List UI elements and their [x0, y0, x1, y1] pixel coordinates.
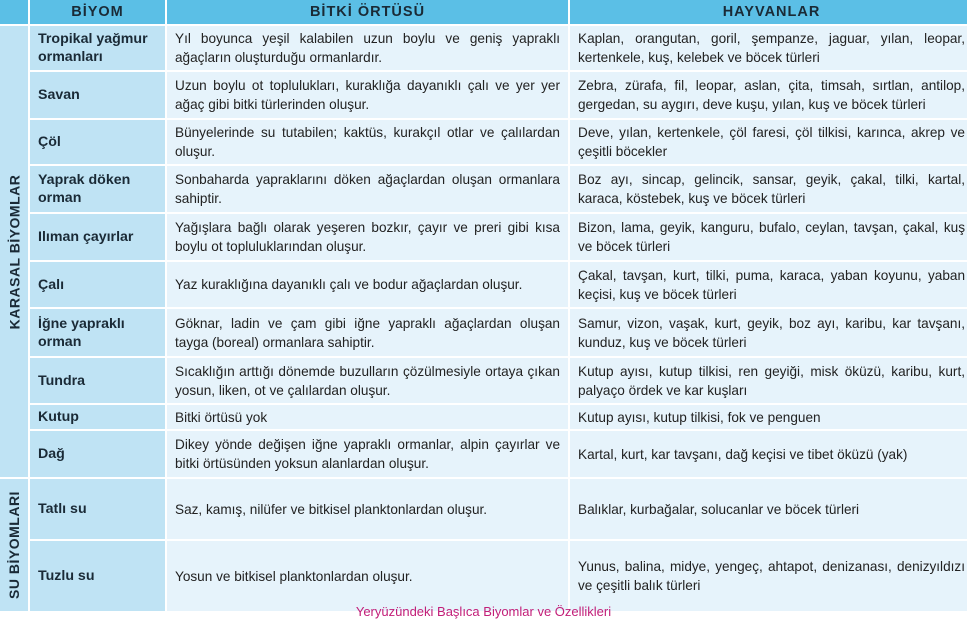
group-land-label: KARASAL BİYOMLAR	[6, 174, 22, 329]
animals-cell: Balıklar, kurbağalar, solucanlar ve böcek türleri	[570, 479, 967, 539]
group-water-label: SU BİYOMLARI	[6, 491, 23, 599]
biome-name: Savan	[30, 72, 165, 118]
plant-cover-cell: Bitki örtüsü yok	[167, 405, 568, 429]
animals-cell: Yunus, balina, midye, yengeç, ahtapot, denizanası, denizyıldızı ve çeşitli balık türleri	[570, 541, 967, 611]
animals-cell: Kutup ayısı, kutup tilkisi, fok ve penguen	[570, 405, 967, 429]
animals-cell: Kutup ayısı, kutup tilkisi, ren geyiği, misk öküzü, karibu, kurt, palyaço ördek ve kar kuşları	[570, 358, 967, 403]
biome-name: Çöl	[30, 120, 165, 164]
plant-cover-cell: Sıcaklığın arttığı dönemde buzulların çözülmesiyle ortaya çıkan yosun, liken, ot ve çalılardan oluşur.	[167, 358, 568, 403]
animals-cell: Deve, yılan, kertenkele, çöl faresi, çöl tilkisi, karınca, akrep ve çeşitli böcekler	[570, 120, 967, 164]
plant-cover-cell: Sonbaharda yapraklarını döken ağaçlardan oluşan ormanlara sahiptir.	[167, 166, 568, 212]
biome-name: Çalı	[30, 262, 165, 307]
animals-cell: Bizon, lama, geyik, kanguru, bufalo, ceylan, tavşan, çakal, kuş ve böcek türleri	[570, 214, 967, 260]
biome-name: Ilıman çayırlar	[30, 214, 165, 260]
plant-cover-cell: Yıl boyunca yeşil kalabilen uzun boylu ve geniş yapraklı ağaçların oluşturduğu ormanlardır.	[167, 26, 568, 70]
header-plants: BİTKİ ÖRTÜSÜ	[167, 0, 568, 24]
plant-cover-cell: Uzun boylu ot toplulukları, kuraklığa dayanıklı çalı ve yer yer ağaç gibi bitki türlerinden oluşur.	[167, 72, 568, 118]
biome-name: İğne yapraklı orman	[30, 309, 165, 356]
plant-cover-cell: Saz, kamış, nilüfer ve bitkisel planktonlardan oluşur.	[167, 479, 568, 539]
biome-name: Tropikal yağmur ormanları	[30, 26, 165, 70]
plant-cover-cell: Yağışlara bağlı olarak yeşeren bozkır, çayır ve preri gibi kısa boylu ot topluluklarından oluşur.	[167, 214, 568, 260]
animals-cell: Boz ayı, sincap, gelincik, sansar, geyik, çakal, tilki, kartal, karaca, köstebek, kuş ve böcek türleri	[570, 166, 967, 212]
animals-cell: Zebra, zürafa, fil, leopar, aslan, çita, timsah, sırtlan, antilop, gergedan, su aygırı, deve kuşu, yılan, kuş ve böcek türleri	[570, 72, 967, 118]
biome-name: Tatlı su	[30, 479, 165, 539]
animals-cell: Çakal, tavşan, kurt, tilki, puma, karaca, yaban koyunu, yaban keçisi, kuş ve böcek türleri	[570, 262, 967, 307]
plant-cover-cell: Göknar, ladin ve çam gibi iğne yapraklı ağaçlardan oluşan tayga (boreal) ormanlara sahiptir.	[167, 309, 568, 356]
header-corner	[0, 0, 28, 24]
group-land	[0, 26, 28, 477]
biome-name: Tundra	[30, 358, 165, 403]
animals-cell: Kaplan, orangutan, goril, şempanze, jaguar, yılan, leopar, kertenkele, kuş, kelebek ve böcek türleri	[570, 26, 967, 70]
biome-name: Kutup	[30, 405, 165, 429]
plant-cover-cell: Dikey yönde değişen iğne yapraklı ormanlar, alpin çayırlar ve bitki örtüsünden yoksun alanlardan oluşur.	[167, 431, 568, 477]
table-caption: Yeryüzündeki Başlıca Biyomlar ve Özellikleri	[355, 604, 612, 619]
header-animals: HAYVANLAR	[570, 0, 967, 24]
group-water	[0, 479, 28, 611]
biome-name: Yaprak döken orman	[30, 166, 165, 212]
animals-cell: Kartal, kurt, kar tavşanı, dağ keçisi ve tibet öküzü (yak)	[570, 431, 967, 477]
biome-name: Tuzlu su	[30, 541, 165, 611]
plant-cover-cell: Yaz kuraklığına dayanıklı çalı ve bodur ağaçlardan oluşur.	[167, 262, 568, 307]
plant-cover-cell: Yosun ve bitkisel planktonlardan oluşur.	[167, 541, 568, 611]
header-biome: BİYOM	[30, 0, 165, 24]
biome-name: Dağ	[30, 431, 165, 477]
plant-cover-cell: Bünyelerinde su tutabilen; kaktüs, kurakçıl otlar ve çalılardan oluşur.	[167, 120, 568, 164]
animals-cell: Samur, vizon, vaşak, kurt, geyik, boz ayı, karibu, kar tavşanı, kunduz, kuş ve böcek türleri	[570, 309, 967, 356]
